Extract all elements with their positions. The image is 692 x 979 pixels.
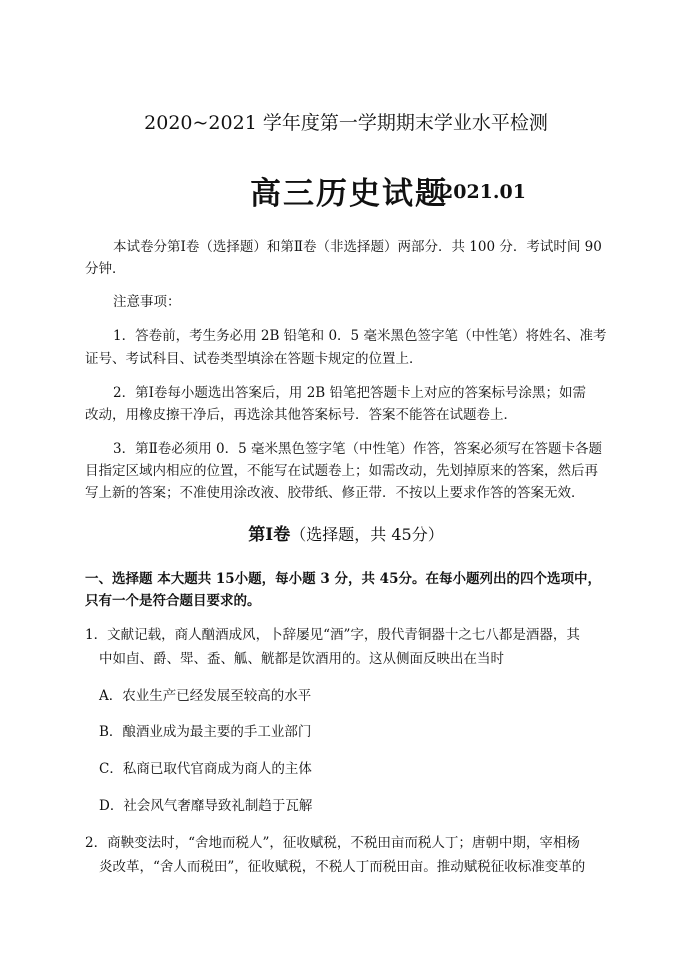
intro-line-2: 分钟． bbox=[85, 261, 126, 277]
intro-line-1: 本试卷分第Ⅰ卷（选择题）和第Ⅱ卷（非选择题）两部分．共 100 分．考试时间 90 bbox=[113, 239, 602, 255]
question-2-line-2: 炎改革，“舍人而税田”，征收赋税，不税人丁而税田亩。推动赋税征收标准变革的 bbox=[99, 859, 586, 875]
notice-1-line-1: 1．答卷前，考生务必用 2B 铅笔和 0．5 毫米黑色签字笔（中性笔）将姓名、准考 bbox=[113, 328, 607, 344]
section-heading bbox=[0, 520, 692, 545]
section-subtitle: （选择题，共 45分） bbox=[290, 525, 444, 544]
question-1-option-a: A．农业生产已经发展至较高的水平 bbox=[99, 688, 312, 704]
section-title: 第Ⅰ卷 bbox=[248, 525, 291, 545]
exam-title: 高三历史试题 bbox=[250, 176, 448, 212]
notice-1-line-2: 证号、考试科目、试卷类型填涂在答题卡规定的位置上． bbox=[85, 351, 423, 367]
notice-label: 注意事项： bbox=[113, 294, 181, 310]
question-1-option-b: B．酿酒业成为最主要的手工业部门 bbox=[99, 724, 312, 740]
notice-3-line-3: 写上新的答案；不准使用涂改液、胶带纸、修正带．不按以上要求作答的答案无效． bbox=[85, 485, 585, 501]
exam-date: 2021.01 bbox=[440, 181, 526, 203]
notice-3-line-2: 目指定区域内相应的位置，不能写在试题卷上；如需改动，先划掉原来的答案，然后再 bbox=[85, 463, 598, 479]
notice-2-line-1: 2．第Ⅰ卷每小题选出答案后，用 2B 铅笔把答题卡上对应的答案标号涂黑；如需 bbox=[113, 385, 587, 401]
notice-2-line-2: 改动，用橡皮擦干净后，再选涂其他答案标号．答案不能答在试题卷上． bbox=[85, 407, 517, 423]
part-one-line-1: 一、选择题 本大题共 15小题，每小题 3 分，共 45分。在每小题列出的四个选项中， bbox=[85, 571, 601, 587]
exam-subtitle: 2020~2021 学年度第一学期期末学业水平检测 bbox=[144, 112, 548, 134]
question-1-option-d: D．社会风气奢靡导致礼制趋于瓦解 bbox=[99, 798, 313, 814]
question-1-line-2: 中如卣、爵、斝、盉、觚、觥都是饮酒用的。这从侧面反映出在当时 bbox=[99, 651, 504, 667]
question-1-option-c: C．私商已取代官商成为商人的主体 bbox=[99, 761, 312, 777]
notice-3-line-1: 3．第Ⅱ卷必须用 0．5 毫米黑色签字笔（中性笔）作答，答案必须写在答题卡各题 bbox=[113, 441, 603, 457]
question-2-line-1: 2．商鞅变法时，“舍地而税人”，征收赋税，不税田亩而税人丁；唐朝中期，宰相杨 bbox=[85, 835, 580, 851]
part-one-line-2: 只有一个是符合题目要求的。 bbox=[85, 593, 261, 609]
question-1-line-1: 1．文献记载，商人酗酒成风，卜辞屡见“酒”字，殷代青铜器十之七八都是酒器，其 bbox=[85, 627, 580, 643]
